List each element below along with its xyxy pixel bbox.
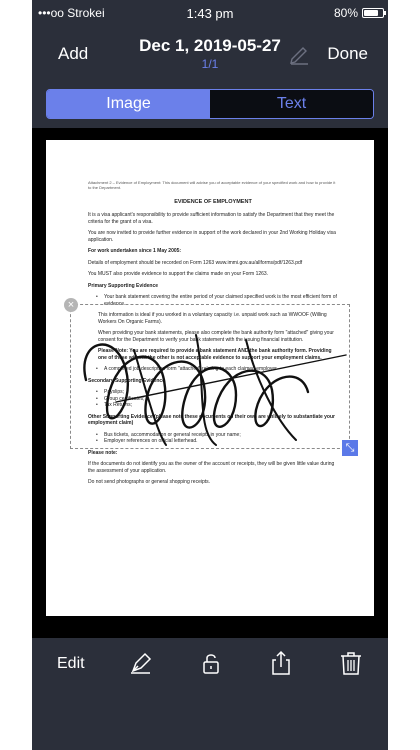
add-button[interactable]: Add (58, 44, 89, 63)
doc-bullet: • Bus tickets, accommodation or general receipts in your name; (96, 432, 338, 439)
status-bar (32, 0, 388, 26)
doc-subheading: Please note: (88, 449, 118, 456)
clock: 1:43 pm (186, 6, 234, 21)
doc-subheading: Other Supporting Evidence (please note these documents on their own are unlikely to substantiate your employment claim) (88, 413, 335, 426)
share-icon[interactable] (268, 650, 294, 676)
nav-bar (32, 26, 388, 78)
doc-bullet: • Your bank statement covering the entire period of your claimed specified work is the most efficient form of evidence. (96, 294, 338, 307)
pen-icon[interactable] (128, 650, 154, 676)
unlock-icon[interactable] (198, 650, 224, 676)
doc-heading: EVIDENCE OF EMPLOYMENT (174, 199, 252, 205)
doc-bullet: • Group certificates; (96, 396, 338, 403)
app-screen (32, 0, 388, 750)
resize-handle-icon[interactable]: ⤡ (342, 440, 358, 456)
doc-note: Please Note: You are required to provide a bank statement AND the bank authority form. Providing one of these without the other is not acceptable evidence to support your employment claims. (98, 348, 332, 361)
document-title: Dec 1, 2019-05-27 (139, 36, 281, 55)
doc-paragraph: When providing your bank statements, please also complete the bank authority form "attached" giving your consent for the Department to verify your bank statement with the issuing financial institution. (98, 330, 334, 343)
page-indicator: 1/1 (201, 57, 219, 71)
doc-subheading: Primary Supporting Evidence (88, 282, 159, 289)
doc-paragraph: You are now invited to provide further evidence in support of the work declared in your 2nd Working Holiday visa application. (88, 230, 336, 243)
doc-bullet: • Employer references on official letterhead. (96, 438, 338, 445)
doc-paragraph: Details of employment should be recorded on Form 1263 www.immi.gov.au/allforms/pdf/1263.pdf (88, 259, 303, 266)
doc-header-note: Attachment 2 – Evidence of Employment: This document will advise you of acceptable evidence of your specified work and how to provide it to the Department. (88, 180, 336, 190)
doc-paragraph: Do not send photographs or general shopping receipts. (88, 479, 211, 485)
view-mode-segmented-control (46, 89, 374, 119)
doc-paragraph: This information is ideal if you worked in a voluntary capacity i.e. unpaid work such as WWOOF (Willing Workers On Organic Farms). (98, 312, 327, 325)
remove-signature-icon[interactable]: × (64, 298, 78, 312)
doc-bullet: • A completed job description form "attached" relating to each claimed employer (96, 366, 338, 373)
done-button[interactable]: Done (327, 44, 368, 63)
battery-icon (362, 8, 384, 18)
carrier-label: •••oo Strokei (38, 6, 105, 20)
signature-selection-frame[interactable] (70, 304, 350, 449)
doc-bullet: • Tax Returns; (96, 402, 338, 409)
doc-paragraph: If the documents do not identify you as the owner of the account or receipts, they will be given little value during the assessment of your application. (88, 461, 335, 474)
pencil-edit-icon[interactable] (288, 43, 310, 65)
segment-image[interactable]: Image (47, 90, 210, 118)
bottom-toolbar (32, 638, 388, 750)
battery-fill (364, 10, 378, 16)
trash-icon[interactable] (338, 650, 364, 676)
doc-paragraph: You MUST also provide evidence to support the claims made on your Form 1263. (88, 271, 269, 277)
doc-subheading: Secondary Supporting Evidence (88, 377, 165, 384)
segment-text[interactable]: Text (210, 90, 373, 118)
document-page (46, 140, 374, 616)
doc-bullet: • Payslips; (96, 389, 338, 396)
document-canvas (32, 128, 388, 638)
doc-subheading: For work undertaken since 1 May 2005: (88, 248, 182, 254)
edit-button[interactable]: Edit (57, 655, 85, 672)
doc-paragraph: It is a visa applicant's responsibility to provide sufficient information to satisfy the Department that they meet the criteria for the grant of a visa. (88, 212, 335, 225)
battery-percent: 80% (333, 6, 358, 20)
